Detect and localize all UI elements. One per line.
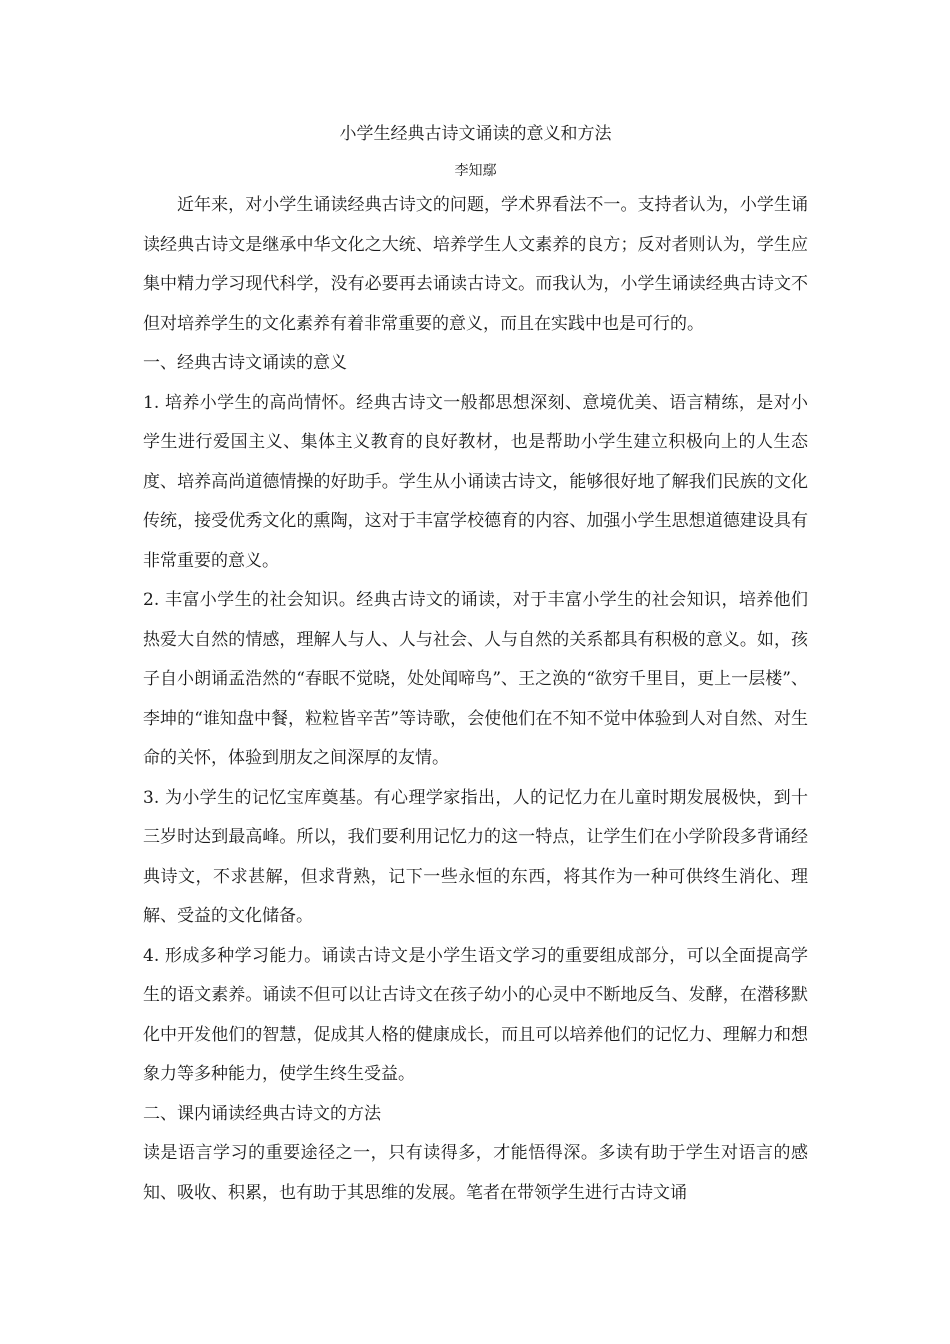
paragraph-methods: 读是语言学习的重要途径之一，只有读得多，才能悟得深。多读有助于学生对语言的感知、吸收、积累，也有助于其思维的发展。笔者在带领学生进行古诗文诵 — [143, 1143, 808, 1203]
paragraph-point-1: 1. 培养小学生的高尚情怀。经典古诗文一般都思想深刻、意境优美、语言精练，是对小学生进行爱国主义、集体主义教育的良好教材，也是帮助小学生建立积极向上的人生态度、培养高尚道德情操的好助手。学生从小诵读古诗文，能够很好地了解我们民族的文化传统，接受优秀文化的熏陶，这对于丰富学校德育的内容、加强小学生思想道德建设具有非常重要的意义。 — [143, 392, 808, 571]
paragraph-intro: 近年来，对小学生诵读经典古诗文的问题，学术界看法不一。支持者认为，小学生诵读经典古诗文是继承中华文化之大统、培养学生人文素养的良方；反对者则认为，学生应集中精力学习现代科学，没有必要再去诵读古诗文。而我认为，小学生诵读经典古诗文不但对培养学生的文化素养有着非常重要的意义，而且在实践中也是可行的。 — [143, 195, 808, 334]
section-heading-2: 二、课内诵读经典古诗文的方法 — [143, 1103, 381, 1124]
document-body — [143, 186, 808, 1213]
paragraph-point-2: 2. 丰富小学生的社会知识。经典古诗文的诵读，对于丰富小学生的社会知识，培养他们热爱大自然的情感，理解人与人、人与社会、人与自然的关系都具有积极的意义。如，孩子自小朗诵孟浩然的“春眠不觉晓，处处闻啼鸟”、王之涣的“欲穷千里目，更上一层楼”、李坤的“谁知盘中餐，粒粒皆辛苦”等诗歌，会使他们在不知不觉中体验到人对自然、对生命的关怀，体验到朋友之间深厚的友情。 — [143, 590, 808, 768]
section-heading-1: 一、经典古诗文诵读的意义 — [143, 353, 347, 373]
paragraph-point-4: 4. 形成多种学习能力。诵读古诗文是小学生语文学习的重要组成部分，可以全面提高学生的语文素养。诵读不但可以让古诗文在孩子幼小的心灵中不断地反刍、发酵，在潜移默化中开发他们的智慧，促成其人格的健康成长，而且可以培养他们的记忆力、理解力和想象力等多种能力，使学生终生受益。 — [143, 945, 808, 1084]
paragraph-point-3: 3. 为小学生的记忆宝库奠基。有心理学家指出，人的记忆力在儿童时期发展极快，到十三岁时达到最高峰。所以，我们要利用记忆力的这一特点，让学生们在小学阶段多背诵经典诗文，不求甚解，但求背熟，记下一些永恒的东西，将其作为一种可供终生消化、理解、受益的文化储备。 — [143, 787, 808, 926]
document-title: 小学生经典古诗文诵读的意义和方法 — [339, 124, 612, 144]
document-author: 李知鄢 — [454, 163, 497, 179]
